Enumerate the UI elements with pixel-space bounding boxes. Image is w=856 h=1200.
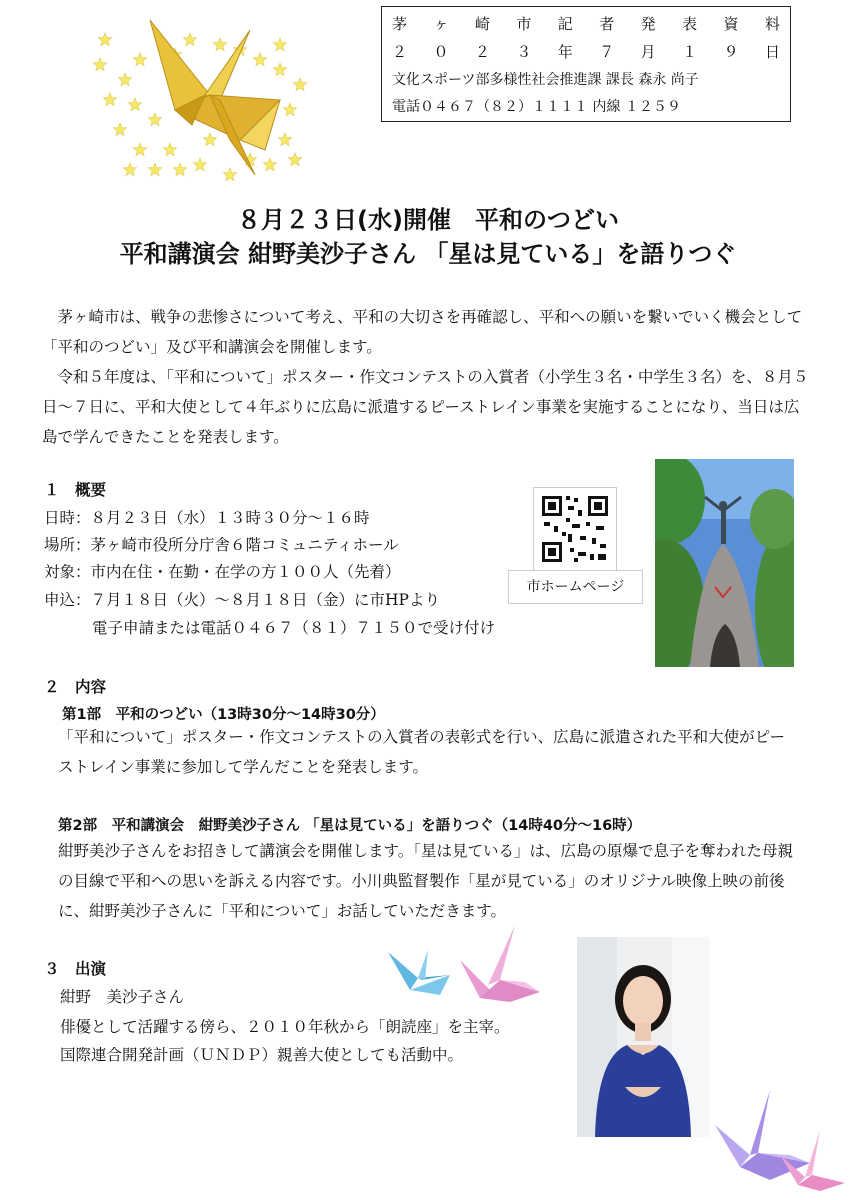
press-title	[392, 13, 780, 34]
blue-pink-cranes-illustration	[380, 920, 550, 1005]
star-icon	[163, 143, 176, 156]
star-icon	[203, 133, 216, 146]
main-title-line2: 平和講演会 紺野美沙子さん 「星は見ている」を語りつぐ	[119, 240, 737, 268]
star-icon	[93, 58, 106, 71]
section3-heading: ３ 出演	[44, 960, 107, 978]
star-icon	[293, 78, 306, 91]
performer-bio-1: 俳優として活躍する傍ら、２０１０年秋から「朗読座」を主宰。	[60, 1018, 510, 1036]
star-icon	[273, 63, 286, 76]
star-icon	[133, 143, 146, 156]
press-char: ７	[599, 43, 615, 61]
press-char: １	[682, 43, 698, 61]
star-icon	[123, 163, 136, 176]
star-icon	[193, 158, 206, 171]
press-char: 者	[599, 15, 615, 33]
event-apply-detail: 電子申請または電話０４６７（８１）７１５０で受け付け	[92, 619, 496, 637]
press-char: 発	[640, 15, 656, 33]
press-char: ２	[392, 43, 408, 61]
city-homepage-label[interactable]: 市ホームページ	[508, 570, 643, 604]
press-char: 茅	[392, 15, 408, 33]
purple-pink-cranes-illustration	[710, 1085, 850, 1195]
event-date: 日時：８月２３日（水）１３時３０分～１６時	[44, 509, 370, 527]
star-icon	[213, 38, 226, 51]
press-char: 市	[516, 15, 532, 33]
part2-title: 第2部 平和講演会 紺野美沙子さん 「星は見ている」を語りつぐ（14時40分～16時）	[58, 818, 642, 834]
star-icon	[133, 53, 146, 66]
press-char: ３	[516, 43, 532, 61]
press-char: 資	[723, 15, 739, 33]
part1-text: 「平和について」ポスター・作文コンテストの入賞者の表彰式を行い、広島に派遣された平和大使がピーストレイン事業に参加して学んだことを発表します。	[58, 728, 785, 776]
performer-name: 紺野 美沙子さん	[60, 988, 185, 1006]
star-icon	[148, 113, 161, 126]
star-icon	[278, 133, 291, 146]
gold-crane-illustration	[80, 0, 335, 195]
star-icon	[223, 168, 236, 181]
section2-heading: ２ 内容	[44, 678, 107, 696]
press-char: ヶ	[433, 15, 449, 33]
star-icon	[118, 73, 131, 86]
press-char: 月	[640, 43, 656, 61]
performer-portrait-photo	[577, 937, 709, 1137]
star-icon	[103, 93, 116, 106]
star-icon	[253, 53, 266, 66]
press-department: 文化スポーツ部多様性社会推進課 課長 森永 尚子	[392, 72, 699, 88]
part1-title: 第1部 平和のつどい（13時30分～14時30分）	[62, 707, 385, 723]
intro-paragraph-2: 令和５年度は、「平和について」ポスター・作文コンテストの入賞者（小学生３名・中学生３名）を、８月５日～７日に、平和大使として４年ぶりに広島に派遣するピーストレイン事業を実施することになり、当日は広島で学んできたことを発表します。	[42, 368, 809, 446]
star-icon	[263, 158, 276, 171]
qr-code[interactable]	[533, 487, 617, 571]
press-char: ０	[433, 43, 449, 61]
press-char: ９	[723, 43, 739, 61]
peace-monument-photo	[655, 459, 794, 667]
event-place: 場所：茅ヶ崎市役所分庁舎６階コミュニティホール	[44, 536, 399, 554]
star-icon	[128, 98, 141, 111]
star-icon	[183, 33, 196, 46]
event-apply: 申込：７月１８日（火）～８月１８日（金）に市HPより	[44, 591, 440, 609]
section1-heading: １ 概要	[44, 481, 107, 499]
intro-paragraph-1: 茅ヶ崎市は、戦争の悲惨さについて考え、平和の大切さを再確認し、平和への願いを繋いでいく機会として「平和のつどい」及び平和講演会を開催します。	[42, 308, 803, 356]
performer-bio-2: 国際連合開発計画（ＵＮＤＰ）親善大使としても活動中。	[60, 1046, 464, 1064]
press-phone: 電話０４６７（８２）１１１１ 内線 １２５９	[392, 99, 681, 115]
part2-text: 紺野美沙子さんをお招きして講演会を開催します。「星は見ている」は、広島の原爆で息子を奪われた母親の目線で平和への思いを訴える内容です。小川典監督製作「星が見ている」のオリジナル映像上映の前後に、紺野美沙子さんに「平和について」お話していただきます。	[58, 842, 794, 920]
main-title-line1: ８月２３日(水)開催 平和のつどい	[237, 206, 619, 234]
press-char: 記	[557, 15, 573, 33]
star-icon	[173, 163, 186, 176]
press-char: 日	[764, 43, 780, 61]
star-icon	[113, 123, 126, 136]
star-icon	[148, 163, 161, 176]
press-char: 崎	[474, 15, 490, 33]
press-char: 料	[764, 15, 780, 33]
press-date	[392, 41, 780, 62]
event-target: 対象：市内在住・在勤・在学の方１００人（先着）	[44, 563, 401, 581]
star-icon	[273, 38, 286, 51]
star-icon	[288, 153, 301, 166]
press-char: ２	[474, 43, 490, 61]
star-icon	[98, 33, 111, 46]
star-icon	[283, 103, 296, 116]
press-char: 年	[557, 43, 573, 61]
press-char: 表	[682, 15, 698, 33]
press-release-box	[381, 6, 791, 122]
